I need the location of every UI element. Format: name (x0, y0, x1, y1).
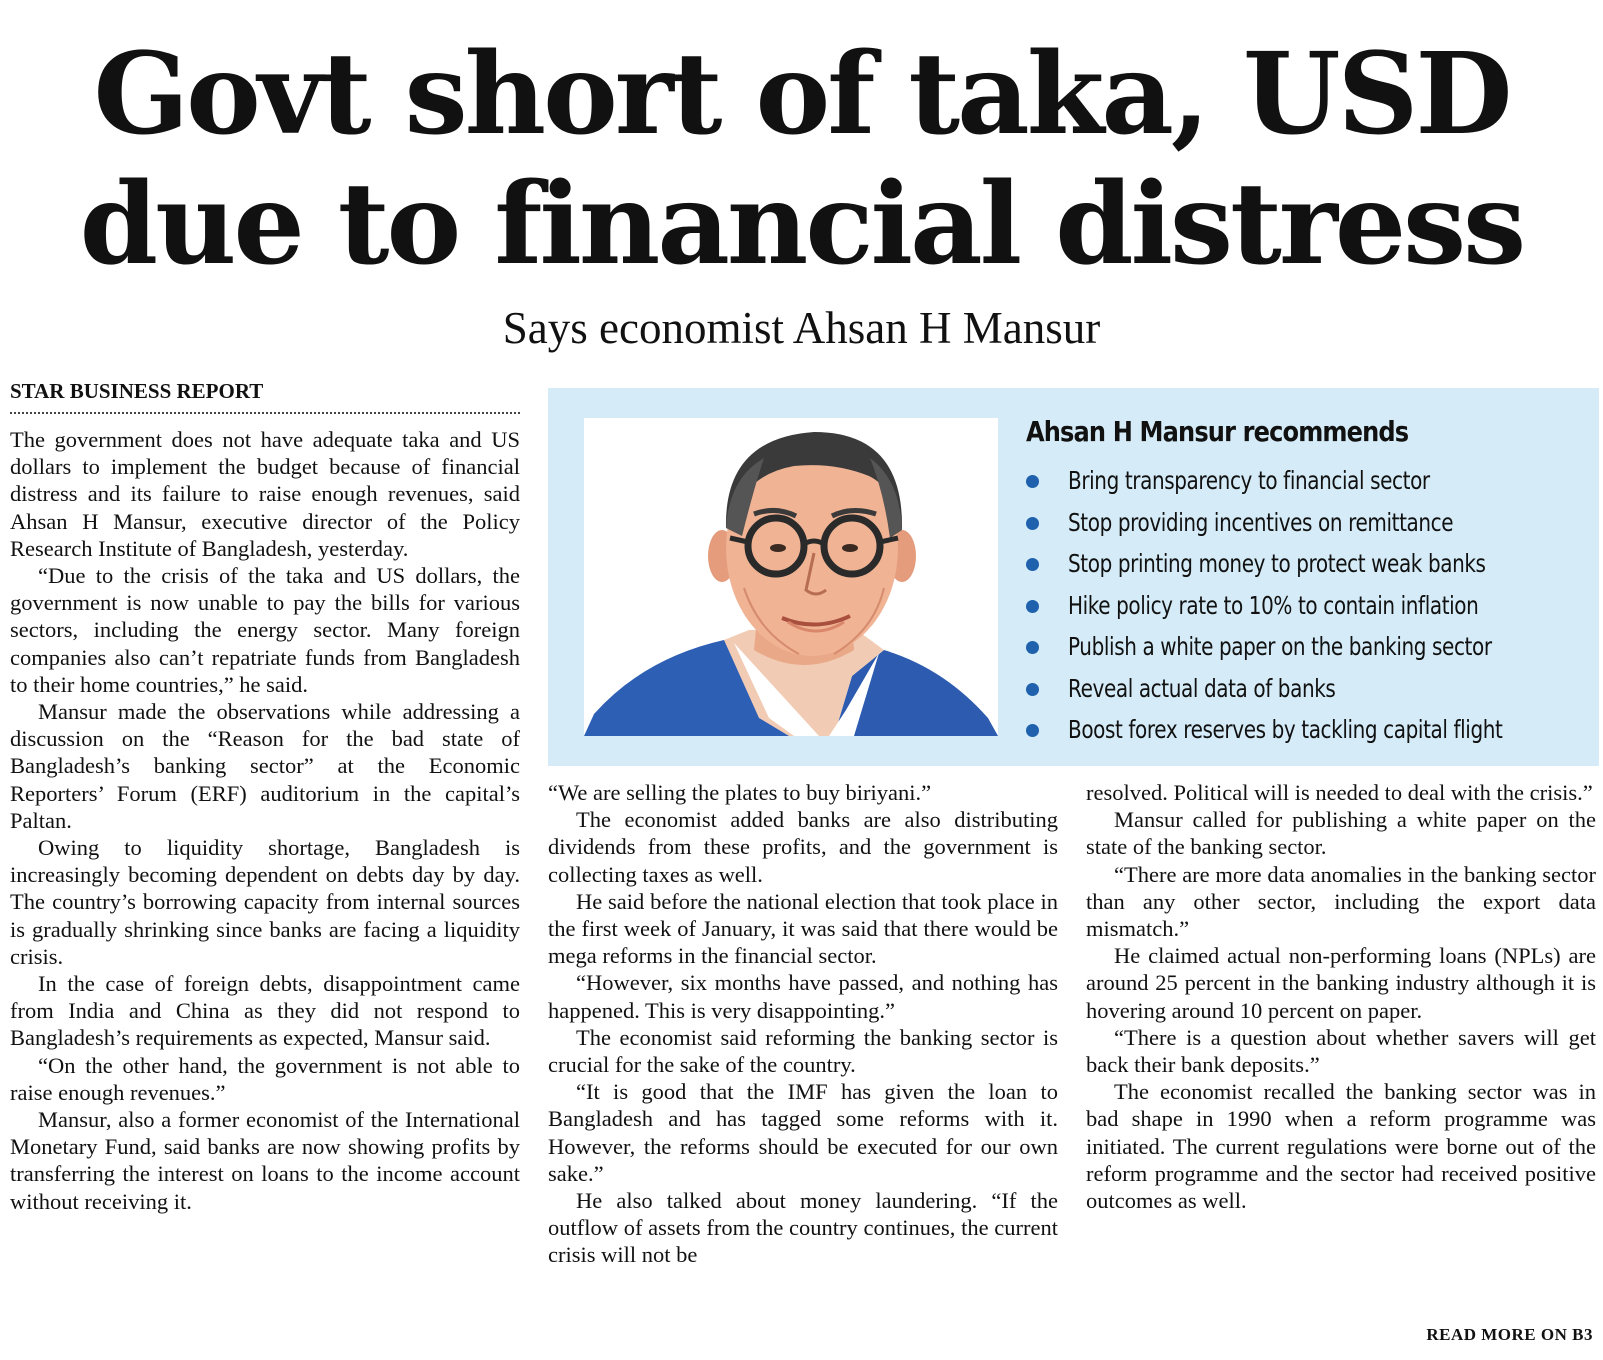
paragraph: “It is good that the IMF has given the loan to Bangladesh and has tagged some reforms with it. However, the reforms should be executed for our own sake.” (548, 1079, 1058, 1186)
paragraph: “However, six months have passed, and nothing has happened. This is very disappointing.” (548, 970, 1058, 1023)
bullet-icon (1026, 641, 1039, 654)
paragraph: “There is a question about whether savers will get back their bank deposits.” (1086, 1024, 1596, 1078)
headline-line-2: due to financial distress (79, 159, 1524, 290)
list-item (1026, 585, 1603, 627)
paragraph: Mansur made the observations while addressing a discussion on the “Reason for the bad state of Bangladesh’s banking sector” at the Economic Reporters’ Forum (ERF) auditorium in the capital’s Paltan. (10, 699, 520, 833)
article-column-1 (10, 426, 520, 1351)
bullet-icon (1026, 683, 1039, 696)
bullet-icon (1026, 724, 1039, 737)
list-item-text: Reveal actual data of banks (1068, 673, 1336, 703)
paragraph: The economist added banks are also distributing dividends from these profits, and the government is collecting taxes as well. (548, 807, 1058, 887)
headline-line-1: Govt short of taka, USD (93, 29, 1510, 160)
byline: STAR BUSINESS REPORT (10, 378, 520, 414)
subheadline: Says economist Ahsan H Mansur (502, 303, 1101, 353)
list-item-text: Stop printing money to protect weak banks (1068, 549, 1486, 578)
paragraph: The government does not have adequate taka and US dollars to implement the budget because of financial distress and its failure to raise enough revenues, said Ahsan H Mansur, executive director of the Policy Research Institute of Bangladesh, yesterday. (10, 427, 520, 561)
paragraph: “Due to the crisis of the taka and US dollars, the government is now unable to pay the bills for various sectors, including the energy sector. Many foreign companies also can’t repatriate funds from Bangladesh to their home countries,” he said. (10, 563, 520, 697)
paragraph: He claimed actual non-performing loans (NPLs) are around 25 percent in the banking industry although it is hovering around 10 percent on paper. (1086, 943, 1596, 1023)
list-item (1026, 460, 1603, 502)
article-column-3 (1086, 779, 1596, 1299)
paragraph: “On the other hand, the government is not able to raise enough revenues.” (10, 1052, 520, 1105)
paragraph: Mansur, also a former economist of the International Monetary Fund, said banks are now showing profits by transferring the interest on loans to the income account without receiving it. (10, 1107, 520, 1214)
read-more-link[interactable]: READ MORE ON B3 (1426, 1325, 1593, 1344)
list-item (1026, 543, 1603, 585)
paragraph: “We are selling the plates to buy biriyani.” (548, 780, 932, 805)
bullet-icon (1026, 517, 1039, 530)
list-item (1026, 626, 1603, 668)
list-item-text: Hike policy rate to 10% to contain inflation (1068, 590, 1479, 620)
recommendations-list (1026, 460, 1603, 751)
list-item-text: Boost forex reserves by tackling capital flight (1068, 715, 1503, 744)
portrait-illustration (584, 418, 998, 736)
list-item (1026, 502, 1603, 544)
paragraph: The economist said reforming the banking sector is crucial for the sake of the country. (548, 1024, 1058, 1078)
paragraph: Owing to liquidity shortage, Bangladesh is increasingly becoming dependent on debts day by day. The country’s borrowing capacity from internal sources is gradually shrinking since banks are facing a liquidity crisis. (10, 835, 520, 969)
paragraph: “There are more data anomalies in the banking sector than any other sector, including the export data mismatch.” (1086, 861, 1596, 942)
list-item-text: Stop providing incentives on remittance (1068, 507, 1454, 537)
paragraph: Mansur called for publishing a white paper on the state of the banking sector. (1086, 807, 1596, 860)
list-item-text: Bring transparency to financial sector (1068, 466, 1430, 495)
headline (0, 30, 1603, 290)
list-item (1026, 709, 1603, 751)
recommendations-title: Ahsan H Mansur recommends (1026, 415, 1409, 448)
bullet-icon (1026, 600, 1039, 613)
paragraph: resolved. Political will is needed to deal with the crisis.” (1086, 780, 1593, 805)
portrait-drawing (584, 418, 998, 736)
list-item (1026, 668, 1603, 710)
paragraph: In the case of foreign debts, disappointment came from India and China as they did not respond to Bangladesh’s requirements as expected, Mansur said. (10, 971, 520, 1051)
bullet-icon (1026, 558, 1039, 571)
paragraph: The economist recalled the banking sector was in bad shape in 1990 when a reform programme was initiated. The current regulations were borne out of the reform programme and the sector had received positive outcomes as well. (1086, 1079, 1596, 1214)
article-column-2 (548, 779, 1058, 1349)
recommendations-box (548, 388, 1599, 766)
list-item-text: Publish a white paper on the banking sector (1068, 632, 1492, 661)
bullet-icon (1026, 475, 1039, 488)
paragraph: He also talked about money laundering. “If the outflow of assets from the country continues, the current crisis will not be (548, 1188, 1058, 1268)
paragraph: He said before the national election that took place in the first week of January, it was said that there would be mega reforms in the financial sector. (548, 888, 1058, 969)
